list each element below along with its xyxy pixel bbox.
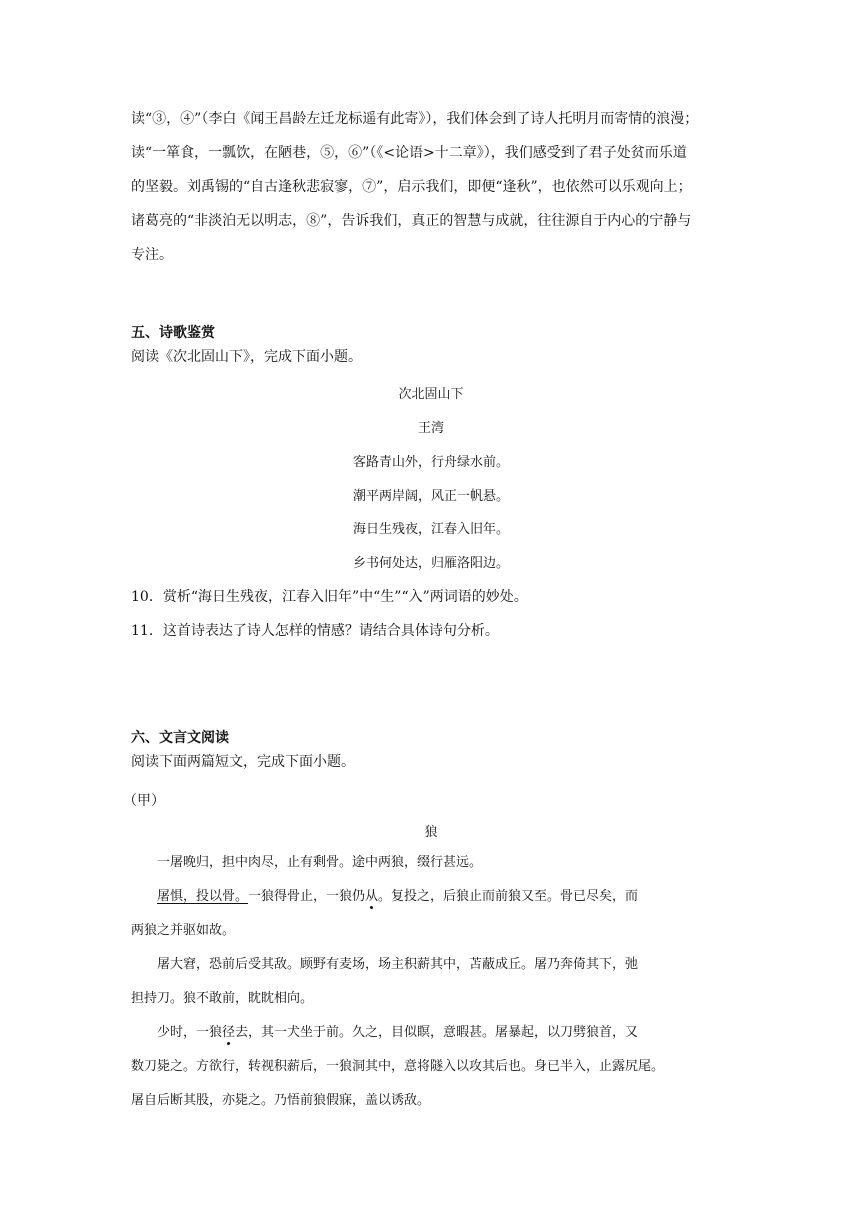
paragraph-4-line-3: 屠自后断其股，亦毙之。乃悟前狼假寐，盖以诱敌。 <box>131 1093 431 1108</box>
passage-top <box>131 102 731 272</box>
text-segment: 一狼得骨止，一狼仍 <box>248 889 366 904</box>
paragraph-3-line-1: 屠大窘，恐前后受其敌。顾野有麦场，场主积薪其中，苫蔽成丘。屠乃奔倚其下，弛 <box>157 957 639 972</box>
passage-line: 的坚毅。刘禹锡的“自古逢秋悲寂寥，⑦”，启示我们，即便“逢秋”，也依然可以乐观向上； <box>131 179 692 195</box>
passage-line: 诸葛亮的“非淡泊无以明志，⑧”，告诉我们，真正的智慧与成就，往往源自于内心的宁静与 <box>131 213 692 229</box>
paragraph-4-line-1 <box>131 1016 731 1050</box>
section-6-title: 六、文言文阅读 <box>131 730 229 746</box>
underlined-sentence: 屠惧，投以骨。 <box>157 889 249 904</box>
passage-line: 读“一箪食，一瓢饮，在陋巷，⑤，⑥”（《<论语>十二章》），我们感受到了君子处贫而乐道 <box>131 145 687 161</box>
poem-line: 客路青山外，行舟绿水前。 <box>352 455 509 470</box>
text-segment: 去，其一犬坐于前。久之，目似瞑，意暇甚。屠暴起，以刀劈狼首，又 <box>235 1025 639 1040</box>
text-title: 狼 <box>424 825 438 840</box>
section-6-instruction: 阅读下面两篇短文，完成下面小题。 <box>131 754 355 770</box>
paragraph-4-line-2: 数刀毙之。方欲行，转视积薪后，一狼洞其中，意将隧入以攻其后也。身已半入，止露尻尾。 <box>131 1059 665 1074</box>
poem-title: 次北固山下 <box>398 387 464 402</box>
question-10: 10．赏析“海日生残夜，江春入旧年”中“生”“入”两词语的妙处。 <box>131 589 528 605</box>
section-5-title: 五、诗歌鉴赏 <box>131 325 215 341</box>
paragraph-2-line-1 <box>131 880 731 914</box>
poem-line: 潮平两岸阔，风正一帆悬。 <box>352 489 509 504</box>
poem-line: 乡书何处达，归雁洛阳边。 <box>352 556 509 571</box>
wolf-text <box>131 846 731 1118</box>
dotted-char: 从 <box>365 889 379 904</box>
paragraph-1: 一屠晚归，担中肉尽，止有剩骨。途中两狼，缀行甚远。 <box>157 855 483 870</box>
passage-line: 专注。 <box>131 247 173 263</box>
question-11: 11．这首诗表达了诗人怎样的情感？请结合具体诗句分析。 <box>131 623 499 639</box>
text-segment: 少时，一狼 <box>157 1025 223 1040</box>
section-5-instruction: 阅读《次北固山下》，完成下面小题。 <box>131 349 362 365</box>
paragraph-2-line-2: 两狼之并驱如故。 <box>131 923 236 938</box>
passage-line: 读“③，④”（李白《闻王昌龄左迁龙标遥有此寄》），我们体会到了诗人托明月而寄情的浪漫； <box>131 111 699 127</box>
paragraph-3-line-2: 担持刀。狼不敢前，眈眈相向。 <box>131 991 314 1006</box>
poem-author: 王湾 <box>417 421 444 436</box>
dotted-char: 径 <box>222 1025 236 1040</box>
part-label: （甲） <box>123 793 165 809</box>
text-segment: 。复投之，后狼止而前狼又至。骨已尽矣，而 <box>378 889 639 904</box>
poem-line: 海日生残夜，江春入旧年。 <box>352 522 509 537</box>
